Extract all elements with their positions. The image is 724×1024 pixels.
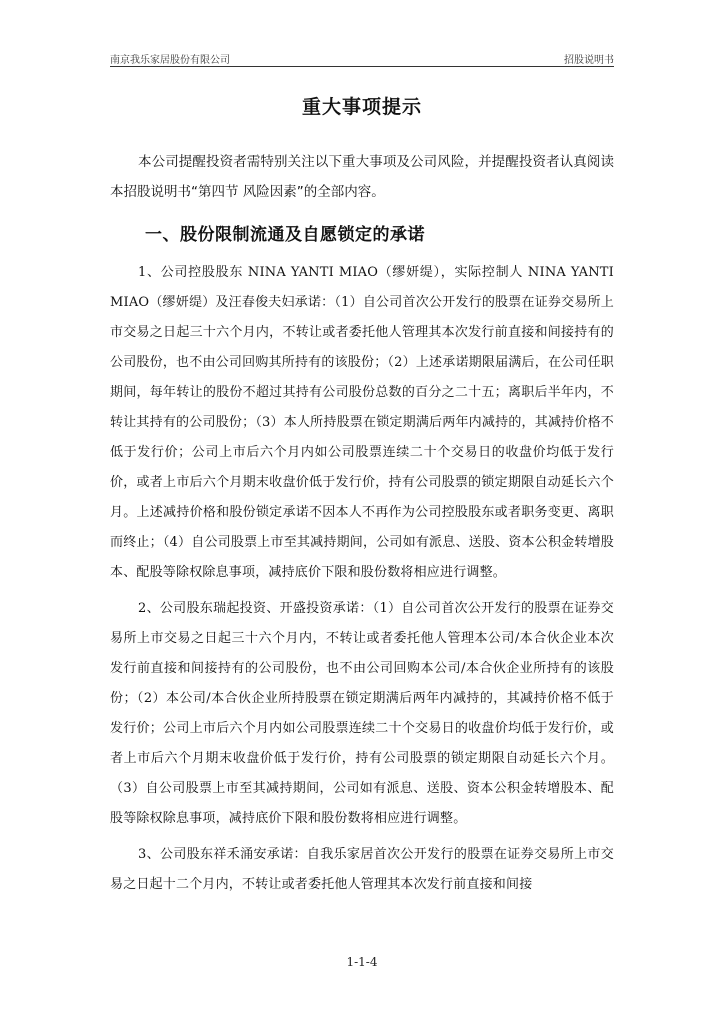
commitment-paragraph-3: 3、公司股东祥禾涌安承诺：自我乐家居首次公开发行的股票在证券交易所上市交易之日起十二个月内，不转让或者委托他人管理其本次发行前直接和间接 <box>110 847 614 892</box>
intro-paragraph: 本公司提醒投资者需特别关注以下重大事项及公司风险，并提醒投资者认真阅读本招股说明书“第四节 风险因素”的全部内容。 <box>110 154 614 200</box>
page-number: 1-1-4 <box>346 955 378 969</box>
header-document-type: 招股说明书 <box>564 55 614 66</box>
commitment-paragraph-1: 1、公司控股股东 NINA YANTI MIAO（缪妍缇），实际控制人 NINA YANTI MIAO（缪妍缇）及汪春俊夫妇承诺：（1）自公司首次公开发行的股票在证券交易所上市交易之日起三十六个月内，不转让或者委托他人管理其本次发行前直接和间接持有的公司股份，也不由公司回购其所持有的该股份；（2）上述承诺期限届满后，在公司任职期间，每年转让的股份不超过其持有公司股份总数的百分之二十五；离职后半年内，不转让其持有的公司股份；（3）本人所持股票在锁定期满后两年内减持的，其减持价格不低于发行价；公司上市后六个月内如公司股票连续二十个交易日的收盘价均低于发行价，或者上市后六个月期末收盘价低于发行价，持有公司股票的锁定期限自动延长六个月。上述减持价格和股份锁定承诺不因本人不再作为公司控股股东或者职务变更、离职而终止；（4）自公司股票上市至其减持期间，公司如有派息、送股、资本公积金转增股本、配股等除权除息事项，减持底价下限和股份数将相应进行调整。 <box>110 265 614 580</box>
page-header <box>110 50 614 67</box>
section-heading: 一、股份限制流通及自愿锁定的承诺 <box>145 225 425 245</box>
commitment-paragraph-2: 2、公司股东瑞起投资、开盛投资承诺：（1）自公司首次公开发行的股票在证券交易所上市交易之日起三十六个月内，不转让或者委托他人管理本公司/本合伙企业本次发行前直接和间接持有的公司股份，也不由公司回购本公司/本合伙企业所持有的该股份；（2）本公司/本合伙企业所持股票在锁定期满后两年内减持的，其减持价格不低于发行价；公司上市后六个月内如公司股票连续二十个交易日的收盘价均低于发行价，或者上市后六个月期末收盘价低于发行价，持有公司股票的锁定期限自动延长六个月。（3）自公司股票上市至其减持期间，公司如有派息、送股、资本公积金转增股本、配股等除权除息事项，减持底价下限和股份数将相应进行调整。 <box>110 601 614 826</box>
header-company-name: 南京我乐家居股份有限公司 <box>110 55 230 66</box>
section-body <box>110 258 614 906</box>
page-title: 重大事项提示 <box>301 96 422 118</box>
